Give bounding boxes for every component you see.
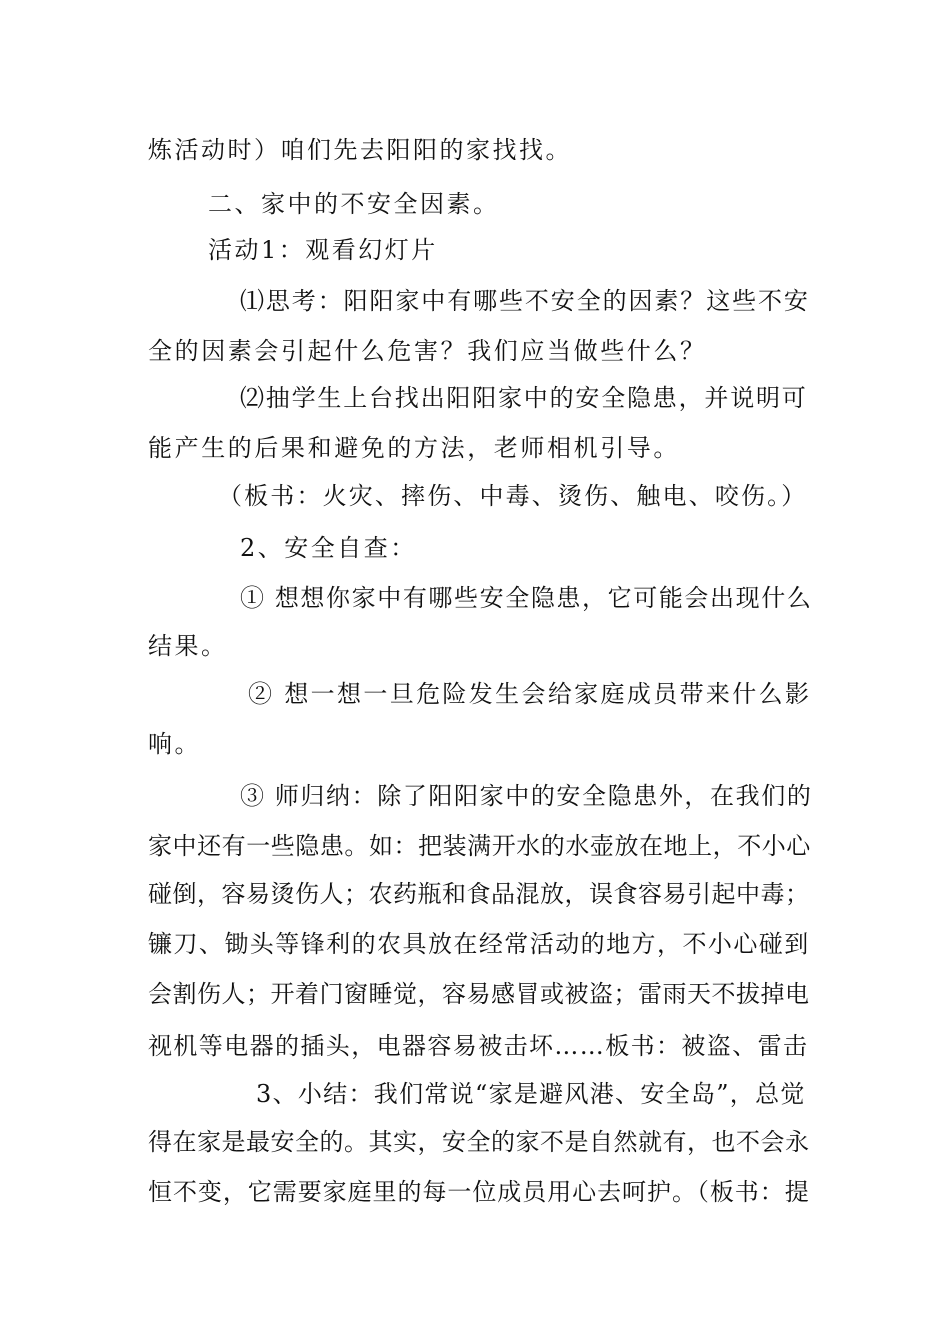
text-line: ① 想想你家中有哪些安全隐患，它可能会出现什么 [240,584,813,612]
activity-heading: 活动1：观看幻灯片 [208,236,438,264]
blackboard-note: （板书：火灾、摔伤、中毒、烫伤、触电、咬伤。） [218,482,808,510]
text-line: ⑴思考：阳阳家中有哪些不安全的因素？这些不安 [240,287,810,315]
text-line: 恒不变，它需要家庭里的每一位成员用心去呵护。（板书：提 [148,1178,810,1206]
text-line: 会割伤人；开着门窗睡觉，容易感冒或被盗；雷雨天不拔掉电 [148,980,810,1008]
text-line: 视机等电器的插头，电器容易被击坏……板书：被盗、雷击 [148,1032,809,1060]
text-line: 结果。 [148,632,228,660]
text-line: ⑵抽学生上台找出阳阳家中的安全隐患，并说明可 [240,384,808,412]
text-line: 响。 [148,730,201,758]
text-line: 炼活动时）咱们先去阳阳的家找找。 [148,136,572,164]
section-heading: 二、家中的不安全因素。 [208,190,500,218]
text-line: 能产生的后果和避免的方法，老师相机引导。 [148,434,680,462]
text-line: 碰倒，容易烫伤人；农药瓶和食品混放，误食容易引起中毒； [148,880,810,908]
text-line: 镰刀、锄头等锋利的农具放在经常活动的地方，不小心碰到 [148,930,810,958]
text-line: ③ 师归纳：除了阳阳家中的安全隐患外，在我们的 [240,782,813,810]
subsection-heading: 2、安全自查： [240,534,417,562]
summary-heading: 3、小结：我们常说“家是避风港、安全岛”，总觉 [256,1080,806,1108]
text-line: 家中还有一些隐患。如：把装满开水的水壶放在地上，不小心 [148,832,811,860]
text-line: 得在家是最安全的。其实，安全的家不是自然就有，也不会永 [148,1128,810,1156]
text-line: ② 想一想一旦危险发生会给家庭成员带来什么影 [248,680,812,708]
text-line: 全的因素会引起什么危害？我们应当做些什么？ [148,337,707,365]
